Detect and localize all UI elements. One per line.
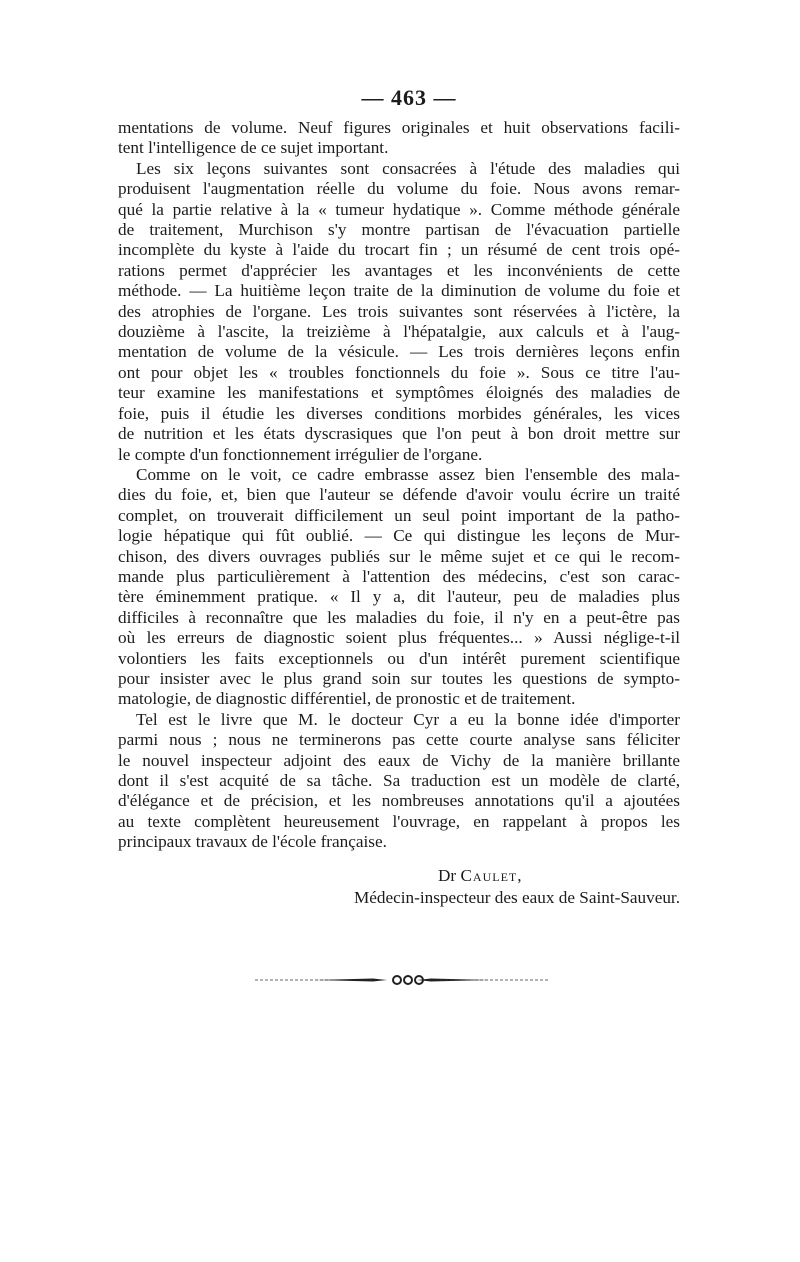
paragraph: [118, 118, 680, 159]
text-line: mentation de volume de la vésicule. — Les trois dernières leçons enfin: [118, 342, 680, 362]
text-line: de traitement, Murchison s'y montre partisan de l'évacuation partielle: [118, 220, 680, 240]
text-line: matologie, de diagnostic différentiel, de pronostic et de traitement.: [118, 689, 576, 709]
text-line: au texte complètent heureusement l'ouvrage, en rappelant à propos les: [118, 811, 680, 831]
text-line: principaux travaux de l'école française.: [118, 832, 387, 852]
text-line: qué la partie relative à la « tumeur hydatique ». Comme méthode générale: [118, 199, 680, 219]
text-line: complet, on trouverait difficilement un seul point important de la patho-: [118, 505, 680, 525]
text-line: douzième à l'ascite, la treizième à l'hépatalgie, aux calculs et à l'aug-: [118, 322, 680, 342]
page-number: — 463 —: [361, 85, 457, 110]
text-line: où les erreurs de diagnostic soient plus fréquentes... » Aussi néglige-t-il: [118, 628, 680, 648]
text-line: tère éminemment pratique. « Il y a, dit l'auteur, peu de maladies plus: [118, 587, 680, 607]
text-line: rations permet d'apprécier les avantages et les inconvénients de cette: [118, 260, 680, 280]
paragraph: [118, 710, 680, 853]
text-line: tent l'intelligence de ce sujet important.: [118, 138, 389, 158]
text-line: foie, puis il étudie les diverses conditions morbides générales, les vices: [118, 403, 680, 423]
text-line: incomplète du kyste à l'aide du trocart fin ; un résumé de cent trois opé-: [118, 240, 680, 260]
text-line: parmi nous ; nous ne terminerons pas cette courte analyse sans féliciter: [118, 730, 680, 750]
signature-name: [118, 865, 680, 887]
text-line: Comme on le voit, ce cadre embrasse assez bien l'ensemble des mala-: [136, 464, 680, 484]
ornamental-separator: [255, 970, 550, 990]
text-line: de nutrition et les états dyscrasiques que l'on peut à bon droit mettre sur: [118, 424, 680, 444]
body-text: [118, 118, 680, 853]
signature-block: [118, 865, 680, 909]
text-line: logie hépatique qui fût oublié. — Ce qui distingue les leçons de Mur-: [118, 526, 680, 546]
document-page: [118, 85, 680, 909]
paragraph: [118, 159, 680, 465]
text-line: teur examine les manifestations et symptômes éloignés des maladies de: [118, 383, 680, 403]
text-line: produisent l'augmentation réelle du volume du foie. Nous avons remar-: [118, 179, 680, 199]
signature-prefix: Dr: [438, 865, 457, 885]
text-line: ont pour objet les « troubles fonctionnels du foie ». Sous ce titre l'au-: [118, 362, 680, 382]
text-line: le compte d'un fonctionnement irrégulier de l'organe.: [118, 444, 483, 464]
text-line: chison, des divers ouvrages publiés sur le même sujet et ce qui le recom-: [118, 546, 680, 566]
text-line: méthode. — La huitième leçon traite de la diminution de volume du foie et: [118, 281, 680, 301]
text-line: pour insister avec le plus grand soin sur toutes les questions de sympto-: [118, 668, 680, 688]
text-line: des atrophies de l'organe. Les trois suivantes sont réservées à l'ictère, la: [118, 301, 680, 321]
text-line: dies du foie, et, bien que l'auteur se défende d'avoir voulu écrire un traité: [118, 485, 680, 505]
text-line: Tel est le livre que M. le docteur Cyr a eu la bonne idée d'importer: [136, 709, 680, 729]
text-line: mentations de volume. Neuf figures originales et huit observations facili-: [118, 118, 680, 137]
text-line: le nouvel inspecteur adjoint des eaux de Vichy de la manière brillante: [118, 750, 680, 770]
paragraph: [118, 465, 680, 710]
text-line: mande plus particulièrement à l'attention des médecins, c'est son carac-: [118, 566, 680, 586]
text-line: Les six leçons suivantes sont consacrées à l'étude des maladies qui: [136, 158, 680, 178]
signature-title: Médecin-inspecteur des eaux de Saint-Sauveur.: [354, 887, 680, 907]
signature-surname: Caulet,: [460, 865, 523, 885]
text-line: difficiles à reconnaître que les maladies du foie, il n'y en a peut-être pas: [118, 607, 680, 627]
text-line: volontiers les faits exceptionnels ou d'un intérêt purement scientifique: [118, 648, 680, 668]
text-line: dont il s'est acquité de sa tâche. Sa traduction est un modèle de clarté,: [118, 771, 680, 790]
text-line: d'élégance et de précision, et les nombreuses annotations qu'il a ajoutées: [118, 791, 680, 811]
